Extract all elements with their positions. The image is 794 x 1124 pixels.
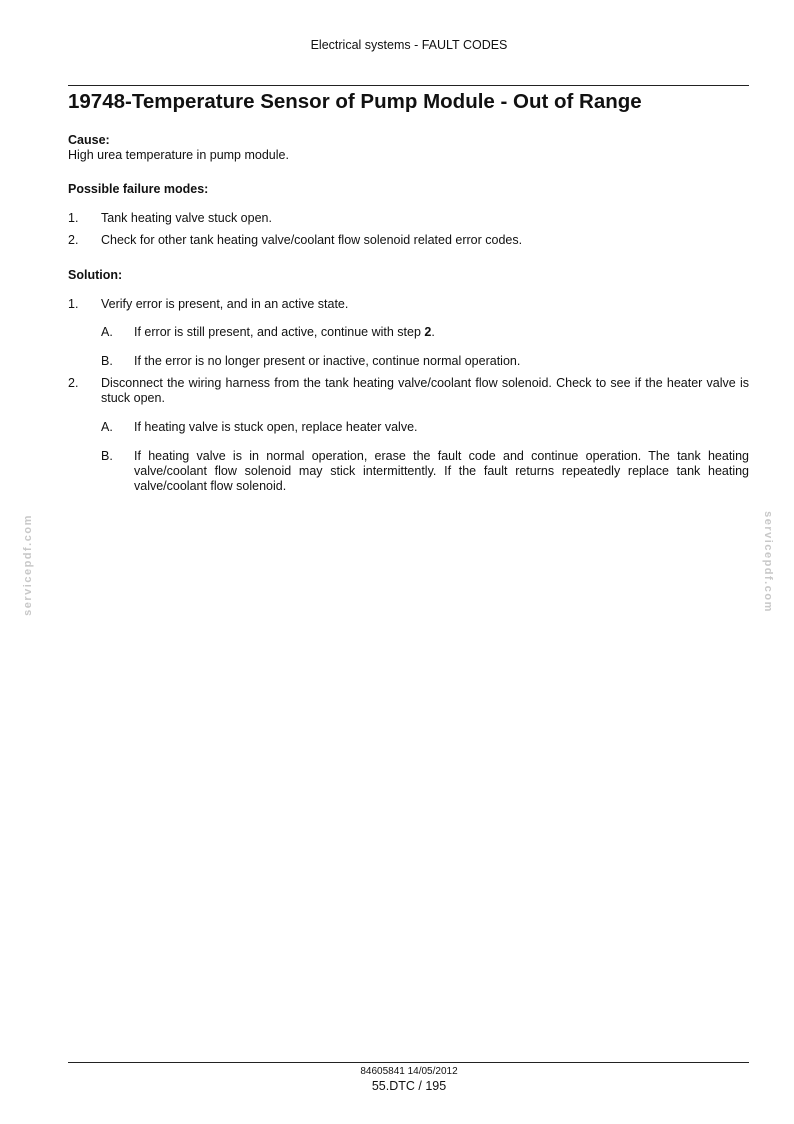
running-header: Electrical systems - FAULT CODES [310, 38, 508, 52]
solution-heading: Solution: [68, 268, 123, 282]
footer-page-number: 55.DTC / 195 [371, 1079, 447, 1093]
cause-text: High urea temperature in pump module. [68, 148, 289, 162]
substep-text: If error is still present, and active, continue with step [134, 325, 425, 339]
list-text: Verify error is present, and in an active state. [101, 297, 349, 311]
footer-divider [68, 1062, 749, 1063]
list-text: If heating valve is in normal operation, erase the fault code and continue operation. The tank heating valve/coolant flow solenoid may stick intermittently. If the fault returns repeatedly replace tank heating valve/coolant flow solenoid. [134, 449, 749, 493]
list-number: 2. [68, 376, 79, 390]
list-text [134, 325, 749, 340]
list-letter: A. [101, 420, 113, 434]
list-number: 1. [68, 211, 79, 225]
step-reference: 2 [424, 325, 432, 339]
failure-modes-heading: Possible failure modes: [68, 182, 209, 196]
list-letter: B. [101, 449, 113, 463]
watermark-right: servicepdf.com [762, 511, 774, 613]
list-number: 1. [68, 297, 79, 311]
header-divider [68, 85, 749, 86]
cause-heading: Cause: [68, 133, 110, 147]
list-text: Tank heating valve stuck open. [101, 211, 272, 225]
list-letter: A. [101, 325, 113, 339]
list-letter: B. [101, 354, 113, 368]
footer-doc-code: 84605841 14/05/2012 [360, 1066, 458, 1077]
substep-suffix: . [431, 325, 435, 339]
list-text: If the error is no longer present or inactive, continue normal operation. [134, 354, 521, 368]
list-text: If heating valve is stuck open, replace heater valve. [134, 420, 418, 434]
list-text: Check for other tank heating valve/coolant flow solenoid related error codes. [101, 233, 523, 247]
list-text: Disconnect the wiring harness from the tank heating valve/coolant flow solenoid. Check to see if the heater valve is stuck open. [101, 376, 749, 405]
list-number: 2. [68, 233, 79, 247]
watermark-left: servicepdf.com [22, 514, 34, 616]
page-title: 19748-Temperature Sensor of Pump Module - Out of Range [68, 90, 642, 113]
